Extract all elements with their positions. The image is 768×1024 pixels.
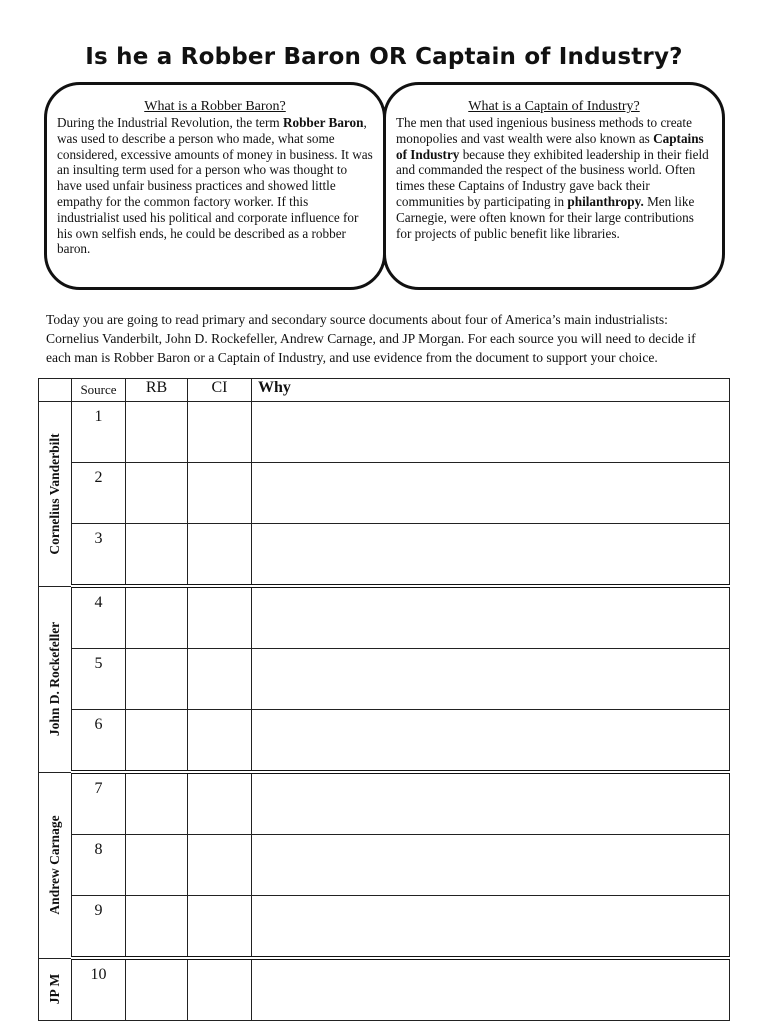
table-row bbox=[39, 710, 730, 773]
header-rb: RB bbox=[126, 379, 188, 402]
ci-answer-cell[interactable] bbox=[188, 586, 252, 649]
rb-answer-cell[interactable] bbox=[126, 463, 188, 524]
instructions: Today you are going to read primary and secondary source documents about four of America’s main industrialists: Cornelius Vanderbilt, John D. Rockefeller, Andrew Carnage, and JP Morgan. For each source you will need to decide if each man is Robber Baron or a Captain of Industry, and use evidence from the document to support your choice. bbox=[46, 312, 696, 365]
ci-answer-cell[interactable] bbox=[188, 710, 252, 773]
rb-answer-cell[interactable] bbox=[126, 896, 188, 959]
rb-answer-cell[interactable] bbox=[126, 402, 188, 463]
why-answer-cell[interactable] bbox=[252, 586, 730, 649]
why-answer-cell[interactable] bbox=[252, 710, 730, 773]
ci-answer-cell[interactable] bbox=[188, 835, 252, 896]
table-row bbox=[39, 896, 730, 959]
rb-answer-cell[interactable] bbox=[126, 586, 188, 649]
robber-baron-definition-box bbox=[44, 82, 386, 290]
source-number: 8 bbox=[72, 835, 126, 896]
source-number: 6 bbox=[72, 710, 126, 773]
ci-answer-cell[interactable] bbox=[188, 524, 252, 587]
rb-answer-cell[interactable] bbox=[126, 710, 188, 773]
industrialist-name-cell bbox=[39, 772, 72, 958]
why-answer-cell[interactable] bbox=[252, 896, 730, 959]
ci-answer-cell[interactable] bbox=[188, 896, 252, 959]
industrialist-name-cell bbox=[39, 586, 72, 772]
rb-answer-cell[interactable] bbox=[126, 649, 188, 710]
table-row bbox=[39, 835, 730, 896]
why-answer-cell[interactable] bbox=[252, 402, 730, 463]
industrialist-name: Cornelius Vanderbilt bbox=[47, 433, 62, 555]
table-row bbox=[39, 649, 730, 710]
source-number: 10 bbox=[72, 958, 126, 1021]
captain-heading: What is a Captain of Industry? bbox=[468, 99, 640, 114]
source-number: 2 bbox=[72, 463, 126, 524]
table-row bbox=[39, 463, 730, 524]
industrialist-name-cell bbox=[39, 402, 72, 587]
source-number: 5 bbox=[72, 649, 126, 710]
captain-text: The men that used ingenious business methods to create monopolies and vast wealth were also known as Captains of Industry because they exhibited leadership in their field and commanded the respect of the business world. Often times these Captains of Industry gave back their communities by participating in philanthropy. Men like Carnegie, were often known for their large contributions for projects of public benefit like libraries. bbox=[396, 115, 709, 241]
why-answer-cell[interactable] bbox=[252, 772, 730, 835]
industrialist-name-cell bbox=[39, 958, 72, 1021]
source-number: 1 bbox=[72, 402, 126, 463]
header-why: Why bbox=[252, 379, 730, 402]
page-title: Is he a Robber Baron OR Captain of Industry? bbox=[85, 44, 683, 70]
rb-answer-cell[interactable] bbox=[126, 835, 188, 896]
ci-answer-cell[interactable] bbox=[188, 772, 252, 835]
why-answer-cell[interactable] bbox=[252, 649, 730, 710]
why-answer-cell[interactable] bbox=[252, 835, 730, 896]
robber-baron-text: During the Industrial Revolution, the term Robber Baron, was used to describe a person who made, what some considered, excessive amounts of money in business. It was an insulting term used for a person who was thought to have used unfair business practices and showed little empathy for the common factory worker. If this industrialist used his political and corporate influence for his own selfish ends, he could be described as a robber baron. bbox=[57, 115, 373, 257]
ci-answer-cell[interactable] bbox=[188, 402, 252, 463]
why-answer-cell[interactable] bbox=[252, 958, 730, 1021]
rb-answer-cell[interactable] bbox=[126, 524, 188, 587]
why-answer-cell[interactable] bbox=[252, 524, 730, 587]
robber-baron-heading: What is a Robber Baron? bbox=[144, 99, 286, 114]
source-number: 7 bbox=[72, 772, 126, 835]
captain-of-industry-definition-box bbox=[383, 82, 725, 290]
table-header-row bbox=[39, 379, 730, 402]
industrialist-name: John D. Rockefeller bbox=[47, 621, 62, 737]
table-row bbox=[39, 958, 730, 1021]
header-source: Source bbox=[72, 379, 126, 402]
industrialist-name: Andrew Carnage bbox=[47, 815, 62, 915]
table-row bbox=[39, 524, 730, 587]
rb-answer-cell[interactable] bbox=[126, 772, 188, 835]
table-row bbox=[39, 586, 730, 649]
table-row bbox=[39, 772, 730, 835]
worksheet-table bbox=[38, 378, 730, 1021]
header-blank bbox=[39, 379, 72, 402]
ci-answer-cell[interactable] bbox=[188, 649, 252, 710]
why-answer-cell[interactable] bbox=[252, 463, 730, 524]
rb-answer-cell[interactable] bbox=[126, 958, 188, 1021]
ci-answer-cell[interactable] bbox=[188, 463, 252, 524]
source-number: 4 bbox=[72, 586, 126, 649]
header-ci: CI bbox=[188, 379, 252, 402]
ci-answer-cell[interactable] bbox=[188, 958, 252, 1021]
table-row bbox=[39, 402, 730, 463]
source-number: 9 bbox=[72, 896, 126, 959]
source-number: 3 bbox=[72, 524, 126, 587]
industrialist-name: JP M bbox=[47, 974, 62, 1005]
